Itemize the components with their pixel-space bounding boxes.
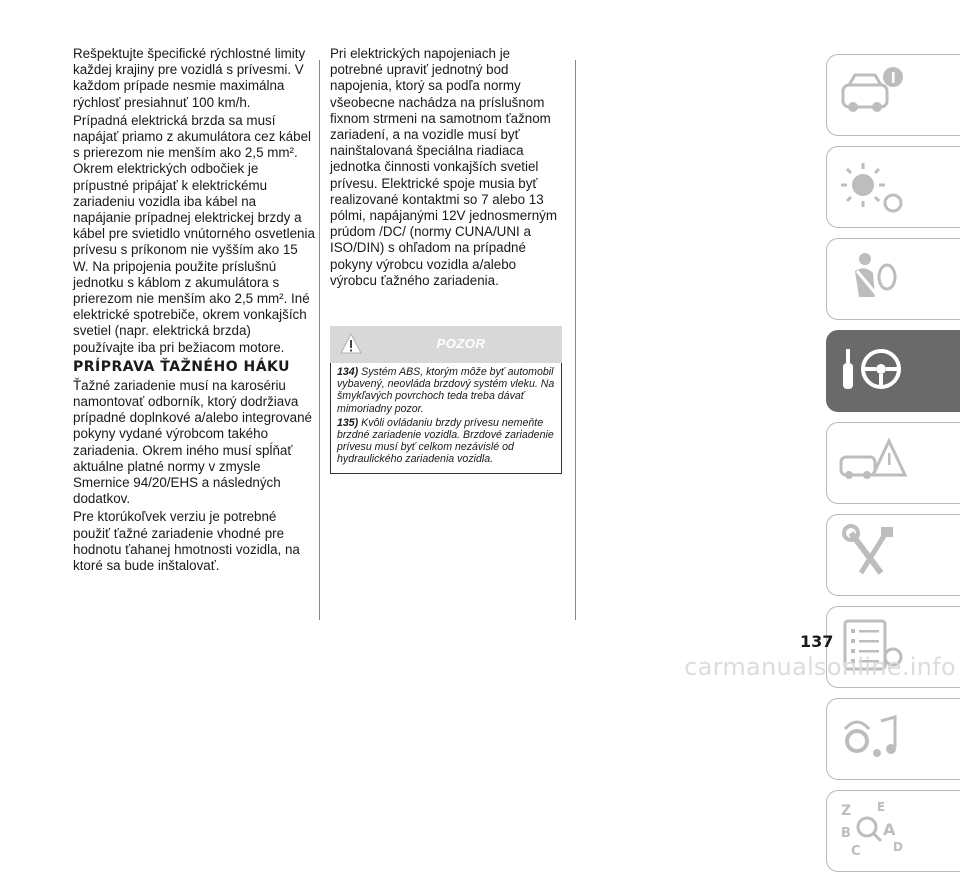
section-heading: PRÍPRAVA ŤAŽNÉHO HÁKU — [73, 358, 291, 375]
warning-header — [330, 326, 562, 363]
tab-car-info[interactable] — [826, 54, 960, 136]
column-divider — [319, 60, 320, 620]
tab-dashboard-lights[interactable] — [826, 146, 960, 228]
column-divider-right — [575, 60, 576, 620]
paragraph-speed-limits: Rešpektujte špecifické rýchlostné limity každej krajiny pre vozidlá s prívesmi. V každom prípade nesmie maximálna rýchlosť presiahnuť 100 km/h. — [73, 46, 306, 110]
warning-item-number: 135) — [337, 416, 359, 429]
multimedia-icon — [837, 707, 907, 771]
warning-item — [337, 366, 555, 415]
tab-starting-driving[interactable] — [826, 330, 960, 412]
svg-text:E: E — [877, 800, 886, 814]
tab-multimedia[interactable] — [826, 698, 960, 780]
warning-title: POZOR — [436, 336, 486, 351]
footer-watermark[interactable]: carmanualsonline.info — [684, 653, 956, 681]
seatbelt-airbag-icon — [837, 247, 907, 311]
dashboard-lights-icon — [837, 155, 907, 219]
paragraph-electric-brake: Prípadná elektrická brzda sa musí napájať priamo z akumulátora cez kábel s prierezom nie menším ako 2,5 mm². Okrem elektrických odbočiek je prípustné pripájať k elektrickému zariadeniu vozidla iba kábel na napájanie prípadnej elektrickej brzdy a kábel pre svietidlo vnútorného osvetlenia prívesu s príkonom nie vyšším ako 15 W. Na pripojenia použite príslušnú jednotku s káblom z akumulátora s prierezom nie menším ako 2,5 mm². Iné elektrické spotrebiče, okrem vonkajších svetiel (napr. elektrická brzda) používajte iba pri bežiacom motore. — [73, 112, 315, 355]
paragraph-tow-hook-install: Ťažné zariadenie musí na karosériu namontovať odborník, ktorý dodržiava prípadné doplnkové a/alebo integrované pokyny vydané výrobcom takého zariadenia. Okrem iného musí spĺňať aktuálne platné normy v zmysle Smernice 94/20/EHS a následných dodatkov. — [73, 377, 312, 507]
tab-emergency[interactable] — [826, 422, 960, 504]
warning-item-number: 134) — [337, 366, 359, 378]
alphabetical-index-icon — [837, 799, 907, 863]
warning-item-text: Systém ABS, ktorým môže byť automobil vybavený, neovláda brzdový systém vleku. Na šmykľavých povrchoch teda treba dávať mimoriadny pozor. — [337, 366, 555, 415]
svg-text:C: C — [851, 844, 861, 859]
tab-safety[interactable] — [826, 238, 960, 320]
left-column — [73, 46, 315, 576]
svg-text:D: D — [893, 840, 903, 854]
key-steering-wheel-icon — [837, 339, 907, 403]
right-column — [330, 46, 562, 291]
warning-body — [330, 363, 562, 474]
paragraph-electrical-connections: Pri elektrických napojeniach je potrebné upraviť jednotný bod napojenia, ktorý sa podľa normy všeobecne nachádza na príslušnom fixnom strmeni na samotnom ťažnom zariadení, a na vozidle musí byť nainštalovaná špeciálna riadiaca jednotka činnosti vonkajších svetiel prívesu. Elektrické spoje musia byť realizované kontaktmi so 7 alebo 13 pólmi, napájanými 12V jednosmerným prúdom /DC/ (normy CUNA/UNI a ISO/DIN) s ohľadom na prípadné pokyny výrobcu vozidla a/alebo výrobcu ťažného zariadenia. — [330, 46, 558, 288]
svg-text:B: B — [841, 826, 851, 841]
svg-text:Z: Z — [841, 803, 852, 819]
warning-box — [330, 326, 562, 474]
warning-item — [337, 417, 555, 466]
chapter-tabs — [826, 54, 960, 882]
warning-item-text: Kvôli ovládaniu brzdy prívesu nemeňte brzdné zariadenie vozidla. Brzdové zariadenie prívesu musí byť celkom nezávislé od hydraulického zariadenia vozidla. — [337, 416, 554, 466]
paragraph-tow-hook-version: Pre ktorúkoľvek verziu je potrebné použiť ťažné zariadenie vhodné pre hodnotu ťahanej hmotnosti vozidla, na ktoré sa bude inštalovať. — [73, 509, 300, 574]
page-number: 137 — [800, 632, 834, 651]
tab-maintenance[interactable] — [826, 514, 960, 596]
wrench-screwdriver-icon — [837, 523, 907, 587]
car-info-icon — [837, 63, 907, 127]
tab-index[interactable] — [826, 790, 960, 872]
warning-triangle-car-icon — [837, 431, 907, 495]
svg-text:A: A — [883, 820, 896, 839]
